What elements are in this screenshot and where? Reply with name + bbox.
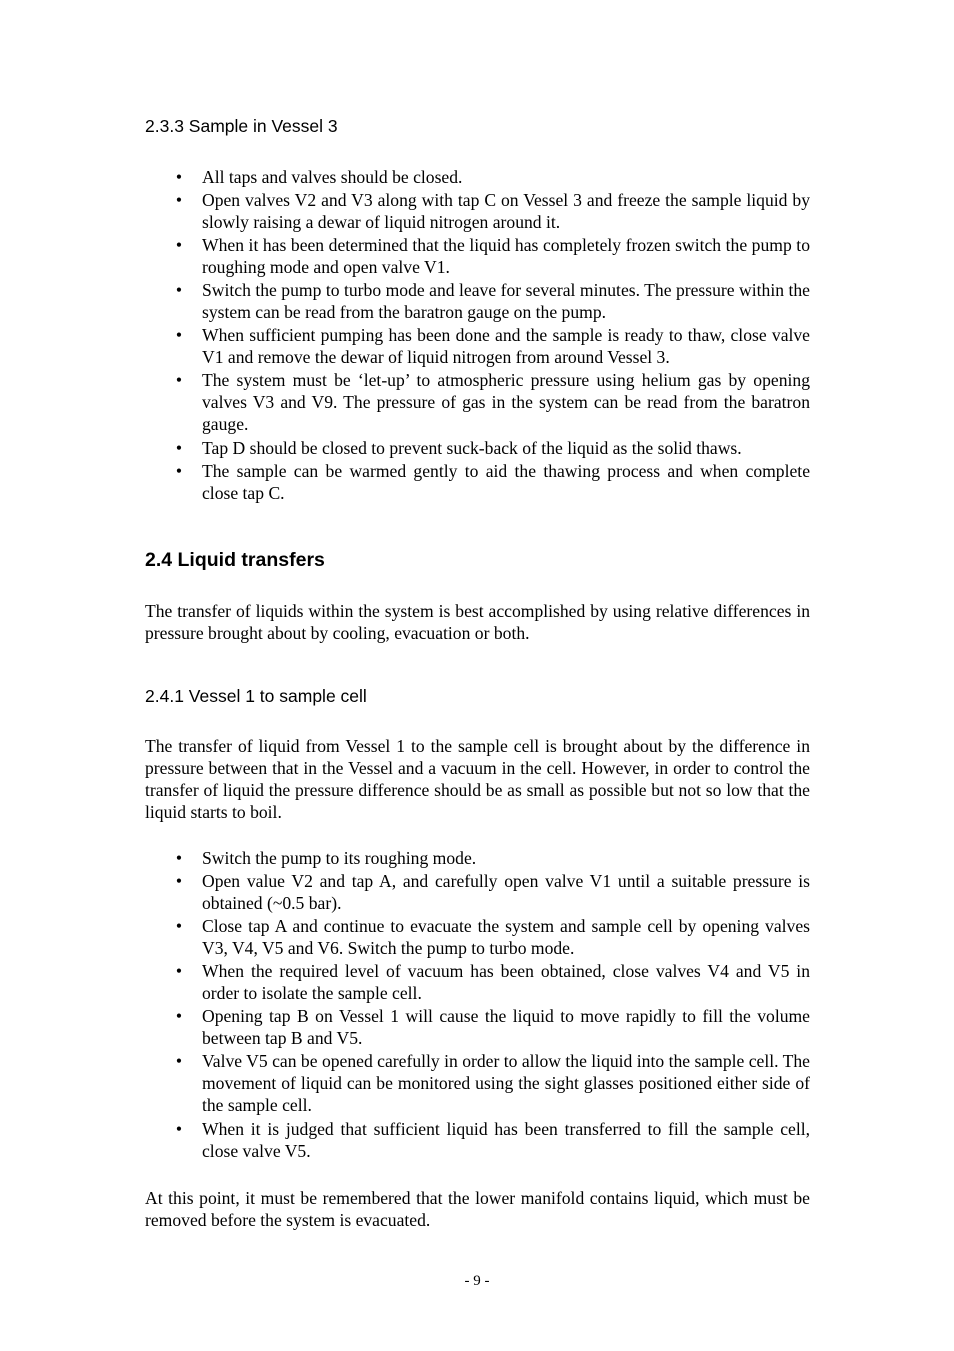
list-item-text: Close tap A and continue to evacuate the system and sample cell by opening valves V3, V4, V5 and V6. Switch the pump to turbo mode. (202, 916, 810, 959)
bullet-icon: • (175, 916, 183, 937)
list-item (145, 234, 810, 278)
list-item (145, 437, 810, 459)
bullet-icon: • (175, 167, 183, 187)
list-item (145, 1050, 810, 1116)
bullet-icon: • (175, 1051, 183, 1072)
bullet-icon: • (175, 370, 183, 391)
list-item-text: All taps and valves should be closed. (202, 167, 463, 187)
list-item (145, 960, 810, 1004)
list-item (145, 189, 810, 233)
list-item-text: When sufficient pumping has been done and the sample is ready to thaw, close valve V1 and remove the dewar of liquid nitrogen from around Vessel 3. (202, 325, 810, 368)
bullet-icon: • (175, 1118, 183, 1139)
bullet-icon: • (175, 190, 183, 211)
section-heading-2-3-3: 2.3.3 Sample in Vessel 3 (145, 116, 338, 136)
list-item-text: When the required level of vacuum has been obtained, close valves V4 and V5 in order to isolate the sample cell. (202, 961, 810, 1004)
bullet-icon: • (175, 437, 183, 458)
list-item-text: Tap D should be closed to prevent suck-back of the liquid as the solid thaws. (202, 437, 742, 458)
list-item (145, 1005, 810, 1049)
list-item-text: Opening tap B on Vessel 1 will cause the liquid to move rapidly to fill the volume between tap B and V5. (202, 1006, 810, 1049)
list-item-text: Valve V5 can be opened carefully in order to allow the liquid into the sample cell. The movement of liquid can be monitored using the sight glasses positioned either side of the sample cell. (202, 1051, 810, 1116)
paragraph-2-4-1-intro: The transfer of liquid from Vessel 1 to the sample cell is brought about by the difference in pressure between that in the Vessel and a vacuum in the cell. However, in order to control the transfer of liquid the pressure difference should be as small as possible but not so low that the liquid starts to boil. (145, 736, 810, 822)
list-item-text: The sample can be warmed gently to aid the thawing process and when complete close tap C. (202, 460, 810, 503)
list-item (145, 915, 810, 959)
bullet-icon: • (175, 871, 183, 892)
list-item-text: When it is judged that sufficient liquid has been transferred to fill the sample cell, close valve V5. (202, 1118, 810, 1161)
list-item (145, 369, 810, 435)
bullet-icon: • (175, 848, 183, 868)
section-heading-2-4: 2.4 Liquid transfers (145, 549, 325, 571)
list-item (145, 460, 810, 504)
paragraph-2-4-1-closing: At this point, it must be remembered that the lower manifold contains liquid, which must be removed before the system is evacuated. (145, 1188, 810, 1230)
bullet-icon: • (175, 961, 183, 982)
bullet-icon: • (175, 1006, 183, 1027)
page-number: - 9 - (464, 1273, 490, 1289)
list-item-text: When it has been determined that the liquid has completely frozen switch the pump to roughing mode and open valve V1. (202, 235, 810, 278)
list-item-text: The system must be ‘let-up’ to atmospheric pressure using helium gas by opening valves V3 and V9. The pressure of gas in the system can be read from the baratron gauge. (202, 370, 810, 435)
list-item (145, 279, 810, 323)
bullet-icon: • (175, 235, 183, 256)
list-item (145, 847, 810, 869)
list-item-text: Switch the pump to turbo mode and leave for several minutes. The pressure within the system can be read from the baratron gauge on the pump. (202, 280, 810, 323)
bullet-icon: • (175, 460, 183, 481)
paragraph-2-4-intro: The transfer of liquids within the system is best accomplished by using relative differences in pressure brought about by cooling, evacuation or both. (145, 601, 810, 643)
list-item (145, 324, 810, 368)
list-item-text: Open value V2 and tap A, and carefully open valve V1 until a suitable pressure is obtained (~0.5 bar). (202, 871, 810, 914)
list-item (145, 166, 810, 188)
bullet-list-2-3-3 (145, 166, 810, 505)
bullet-icon: • (175, 280, 183, 301)
bullet-icon: • (175, 325, 183, 346)
bullet-list-2-4-1 (145, 847, 810, 1163)
list-item-text: Switch the pump to its roughing mode. (202, 848, 477, 868)
list-item (145, 870, 810, 914)
section-heading-2-4-1: 2.4.1 Vessel 1 to sample cell (145, 686, 367, 706)
list-item (145, 1118, 810, 1162)
list-item-text: Open valves V2 and V3 along with tap C on Vessel 3 and freeze the sample liquid by slowly raising a dewar of liquid nitrogen around it. (202, 190, 810, 233)
